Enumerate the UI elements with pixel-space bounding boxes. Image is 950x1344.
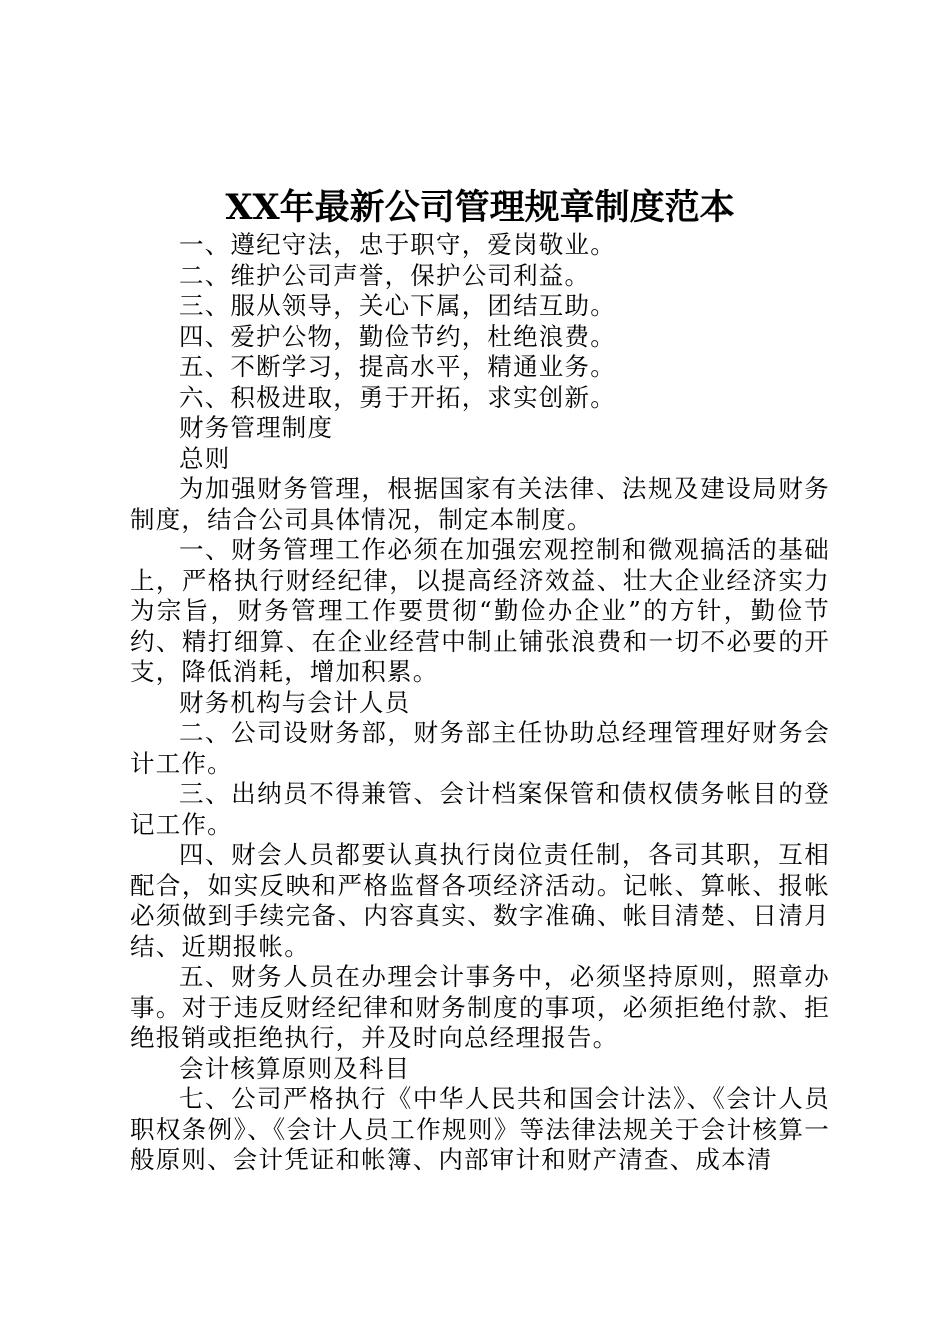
- paragraph-article-4: 四、财会人员都要认真执行岗位责任制，各司其职，互相配合，如实反映和严格监督各项经济活动。记帐、算帐、报帐必须做到手续完备、内容真实、数字准确、帐目清楚、日清月结、近期报帐。: [130, 840, 830, 961]
- paragraph-purpose: 为加强财务管理，根据国家有关法律、法规及建设局财务制度，结合公司具体情况，制定本制度。: [130, 474, 830, 534]
- rule-4: 四、爱护公物，勤俭节约，杜绝浪费。: [179, 321, 616, 351]
- section-heading-accounting: 会计核算原则及科目: [179, 1053, 411, 1083]
- document-page: [130, 186, 830, 1176]
- section-heading-general: 总则: [179, 443, 231, 473]
- rule-6: 六、积极进取，勇于开拓，求实创新。: [179, 382, 616, 412]
- paragraph-article-2: 二、公司设财务部，财务部主任协助总经理管理好财务会计工作。: [130, 718, 830, 778]
- section-heading-organization: 财务机构与会计人员: [179, 687, 411, 717]
- rule-2: 二、维护公司声誉，保护公司利益。: [179, 260, 591, 290]
- paragraph-article-5: 五、财务人员在办理会计事务中，必须坚持原则，照章办事。对于违反财经纪律和财务制度的事项，必须拒绝付款、拒绝报销或拒绝执行，并及时向总经理报告。: [130, 962, 830, 1052]
- rule-1: 一、遵纪守法，忠于职守，爱岗敬业。: [179, 230, 616, 259]
- paragraph-article-3: 三、出纳员不得兼管、会计档案保管和债权债务帐目的登记工作。: [130, 779, 830, 839]
- paragraph-article-1: 一、财务管理工作必须在加强宏观控制和微观搞活的基础上，严格执行财经纪律，以提高经济效益、壮大企业经济实力为宗旨，财务管理工作要贯彻“勤俭办企业”的方针，勤俭节约、精打细算、在企业经营中制止铺张浪费和一切不必要的开支，降低消耗，增加积累。: [130, 535, 830, 686]
- rule-3: 三、服从领导，关心下属，团结互助。: [179, 291, 616, 320]
- document-body: [130, 230, 830, 1176]
- document-title: XX年最新公司管理规章制度范本: [225, 187, 735, 228]
- paragraph-article-7: 七、公司严格执行《中华人民共和国会计法》、《会计人员职权条例》、《会计人员工作规则》等法律法规关于会计核算一般原则、会计凭证和帐簿、内部审计和财产清查、成本清: [130, 1084, 830, 1174]
- section-heading-finance: 财务管理制度: [179, 413, 334, 442]
- rule-5: 五、不断学习，提高水平，精通业务。: [179, 352, 616, 381]
